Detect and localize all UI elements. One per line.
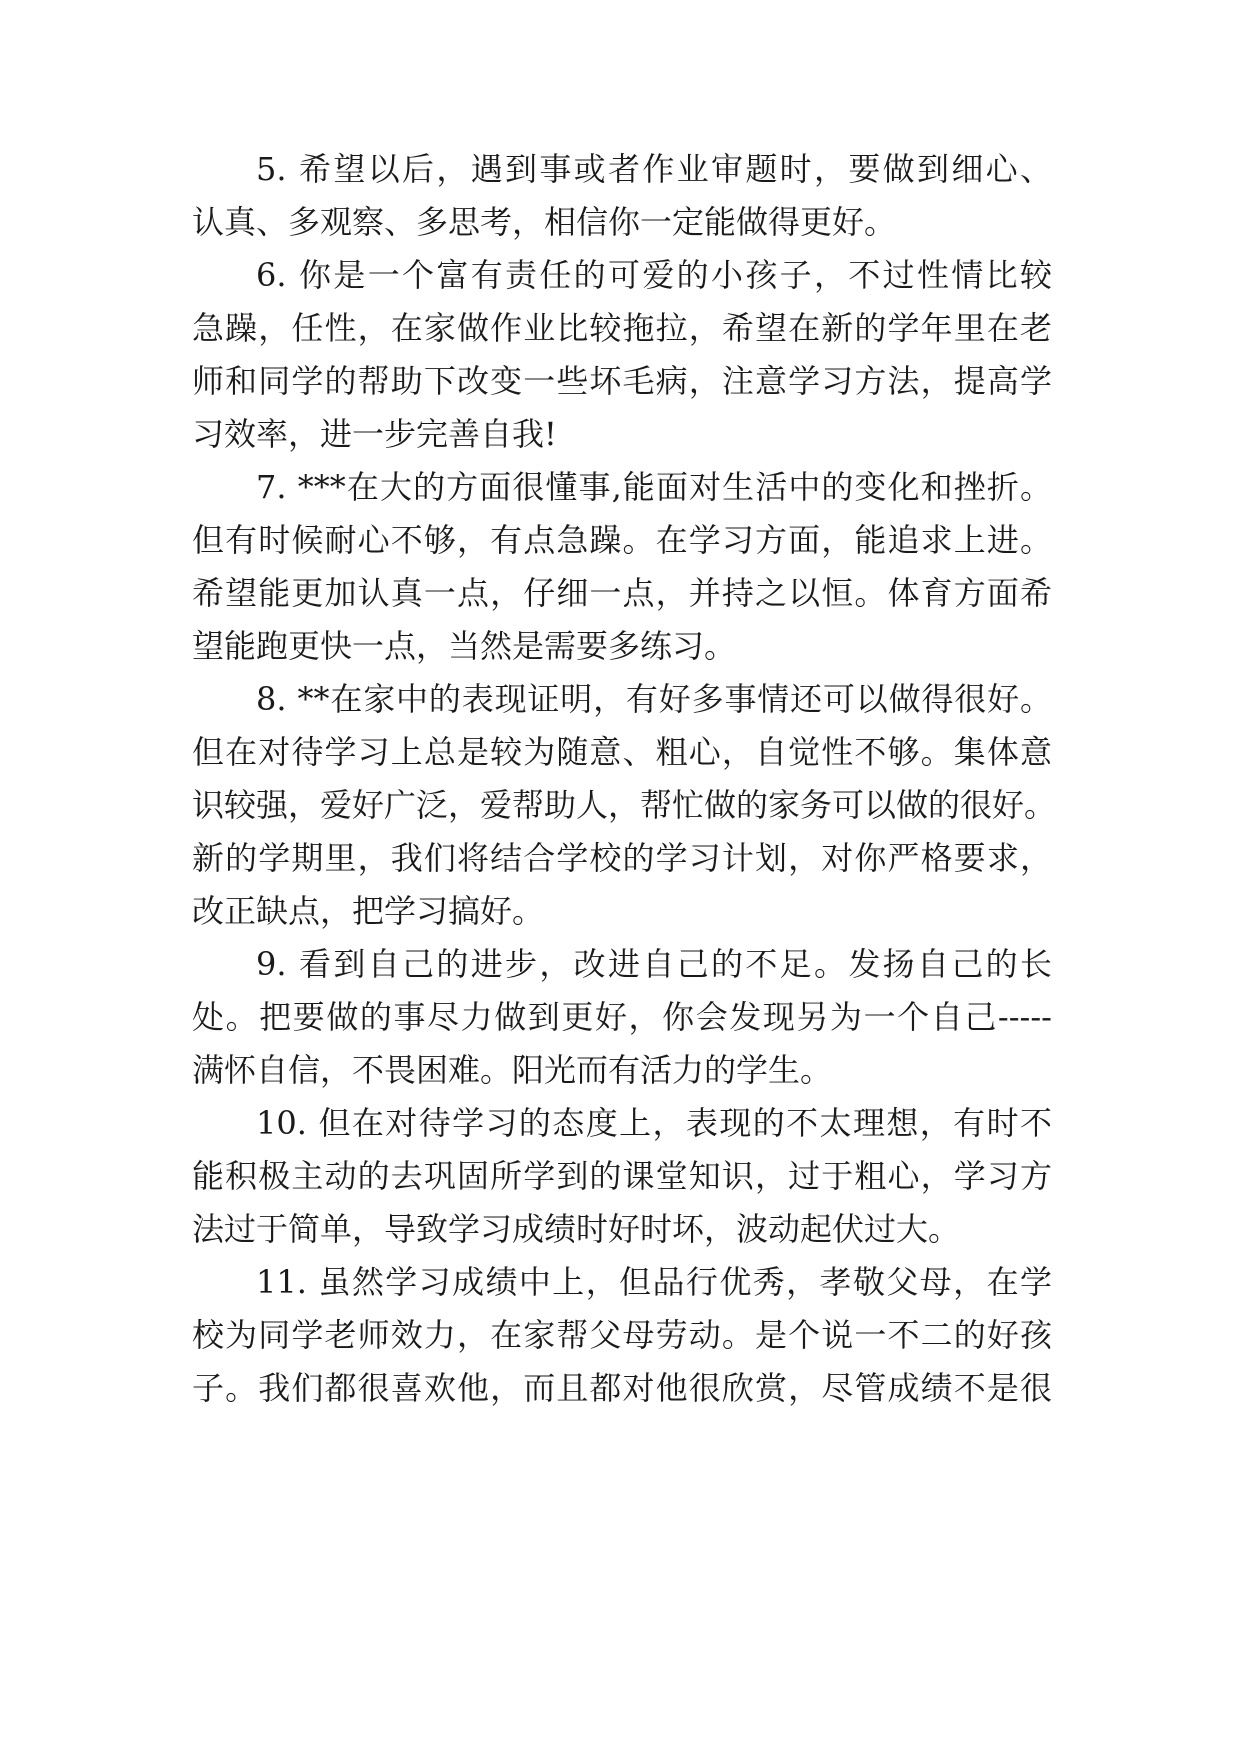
item-6-line-1: 6. 你是一个富有责任的可爱的小孩子，不过性情比较 <box>256 256 1052 294</box>
item-7-line-2: 但有时候耐心不够，有点急躁。在学习方面，能追求上进。 <box>192 521 1052 559</box>
item-9-line-3: 满怀自信，不畏困难。阳光而有活力的学生。 <box>192 1051 833 1089</box>
item-5-line-1: 5. 希望以后，遇到事或者作业审题时，要做到细心、 <box>256 150 1052 188</box>
item-5-line-2: 认真、多观察、多思考，相信你一定能做得更好。 <box>192 203 897 241</box>
item-10-line-1: 10. 但在对待学习的态度上，表现的不太理想，有时不 <box>256 1104 1052 1142</box>
item-6-line-2: 急躁，任性，在家做作业比较拖拉，希望在新的学年里在老 <box>192 309 1052 347</box>
item-8-line-5: 改正缺点，把学习搞好。 <box>192 892 545 930</box>
item-10-line-3: 法过于简单，导致学习成绩时好时坏，波动起伏过大。 <box>192 1210 961 1248</box>
item-8-line-1: 8. **在家中的表现证明，有好多事情还可以做得很好。 <box>256 680 1052 718</box>
item-8-line-3: 识较强，爱好广泛，爱帮助人，帮忙做的家务可以做的很好。 <box>192 786 1057 824</box>
item-7-line-3: 希望能更加认真一点，仔细一点，并持之以恒。体育方面希 <box>192 574 1052 612</box>
item-10-line-2: 能积极主动的去巩固所学到的课堂知识，过于粗心，学习方 <box>192 1157 1052 1195</box>
item-9-line-1: 9. 看到自己的进步，改进自己的不足。发扬自己的长 <box>256 945 1052 983</box>
item-8-line-2: 但在对待学习上总是较为随意、粗心，自觉性不够。集体意 <box>192 733 1052 771</box>
item-11-line-3: 子。我们都很喜欢他，而且都对他很欣赏，尽管成绩不是很 <box>192 1369 1052 1407</box>
item-11-line-1: 11. 虽然学习成绩中上，但品行优秀，孝敬父母，在学 <box>256 1263 1052 1301</box>
item-6-line-3: 师和同学的帮助下改变一些坏毛病，注意学习方法，提高学 <box>192 362 1052 400</box>
item-11-line-2: 校为同学老师效力，在家帮父母劳动。是个说一不二的好孩 <box>192 1316 1052 1354</box>
item-7-line-1: 7. ***在大的方面很懂事,能面对生活中的变化和挫折。 <box>256 468 1052 506</box>
item-6-line-4: 习效率，进一步完善自我! <box>192 415 557 453</box>
item-7-line-4: 望能跑更快一点，当然是需要多练习。 <box>192 627 737 665</box>
item-9-line-2: 处。把要做的事尽力做到更好，你会发现另为一个自己----- <box>192 998 1052 1036</box>
item-8-line-4: 新的学期里，我们将结合学校的学习计划，对你严格要求， <box>192 839 1052 877</box>
